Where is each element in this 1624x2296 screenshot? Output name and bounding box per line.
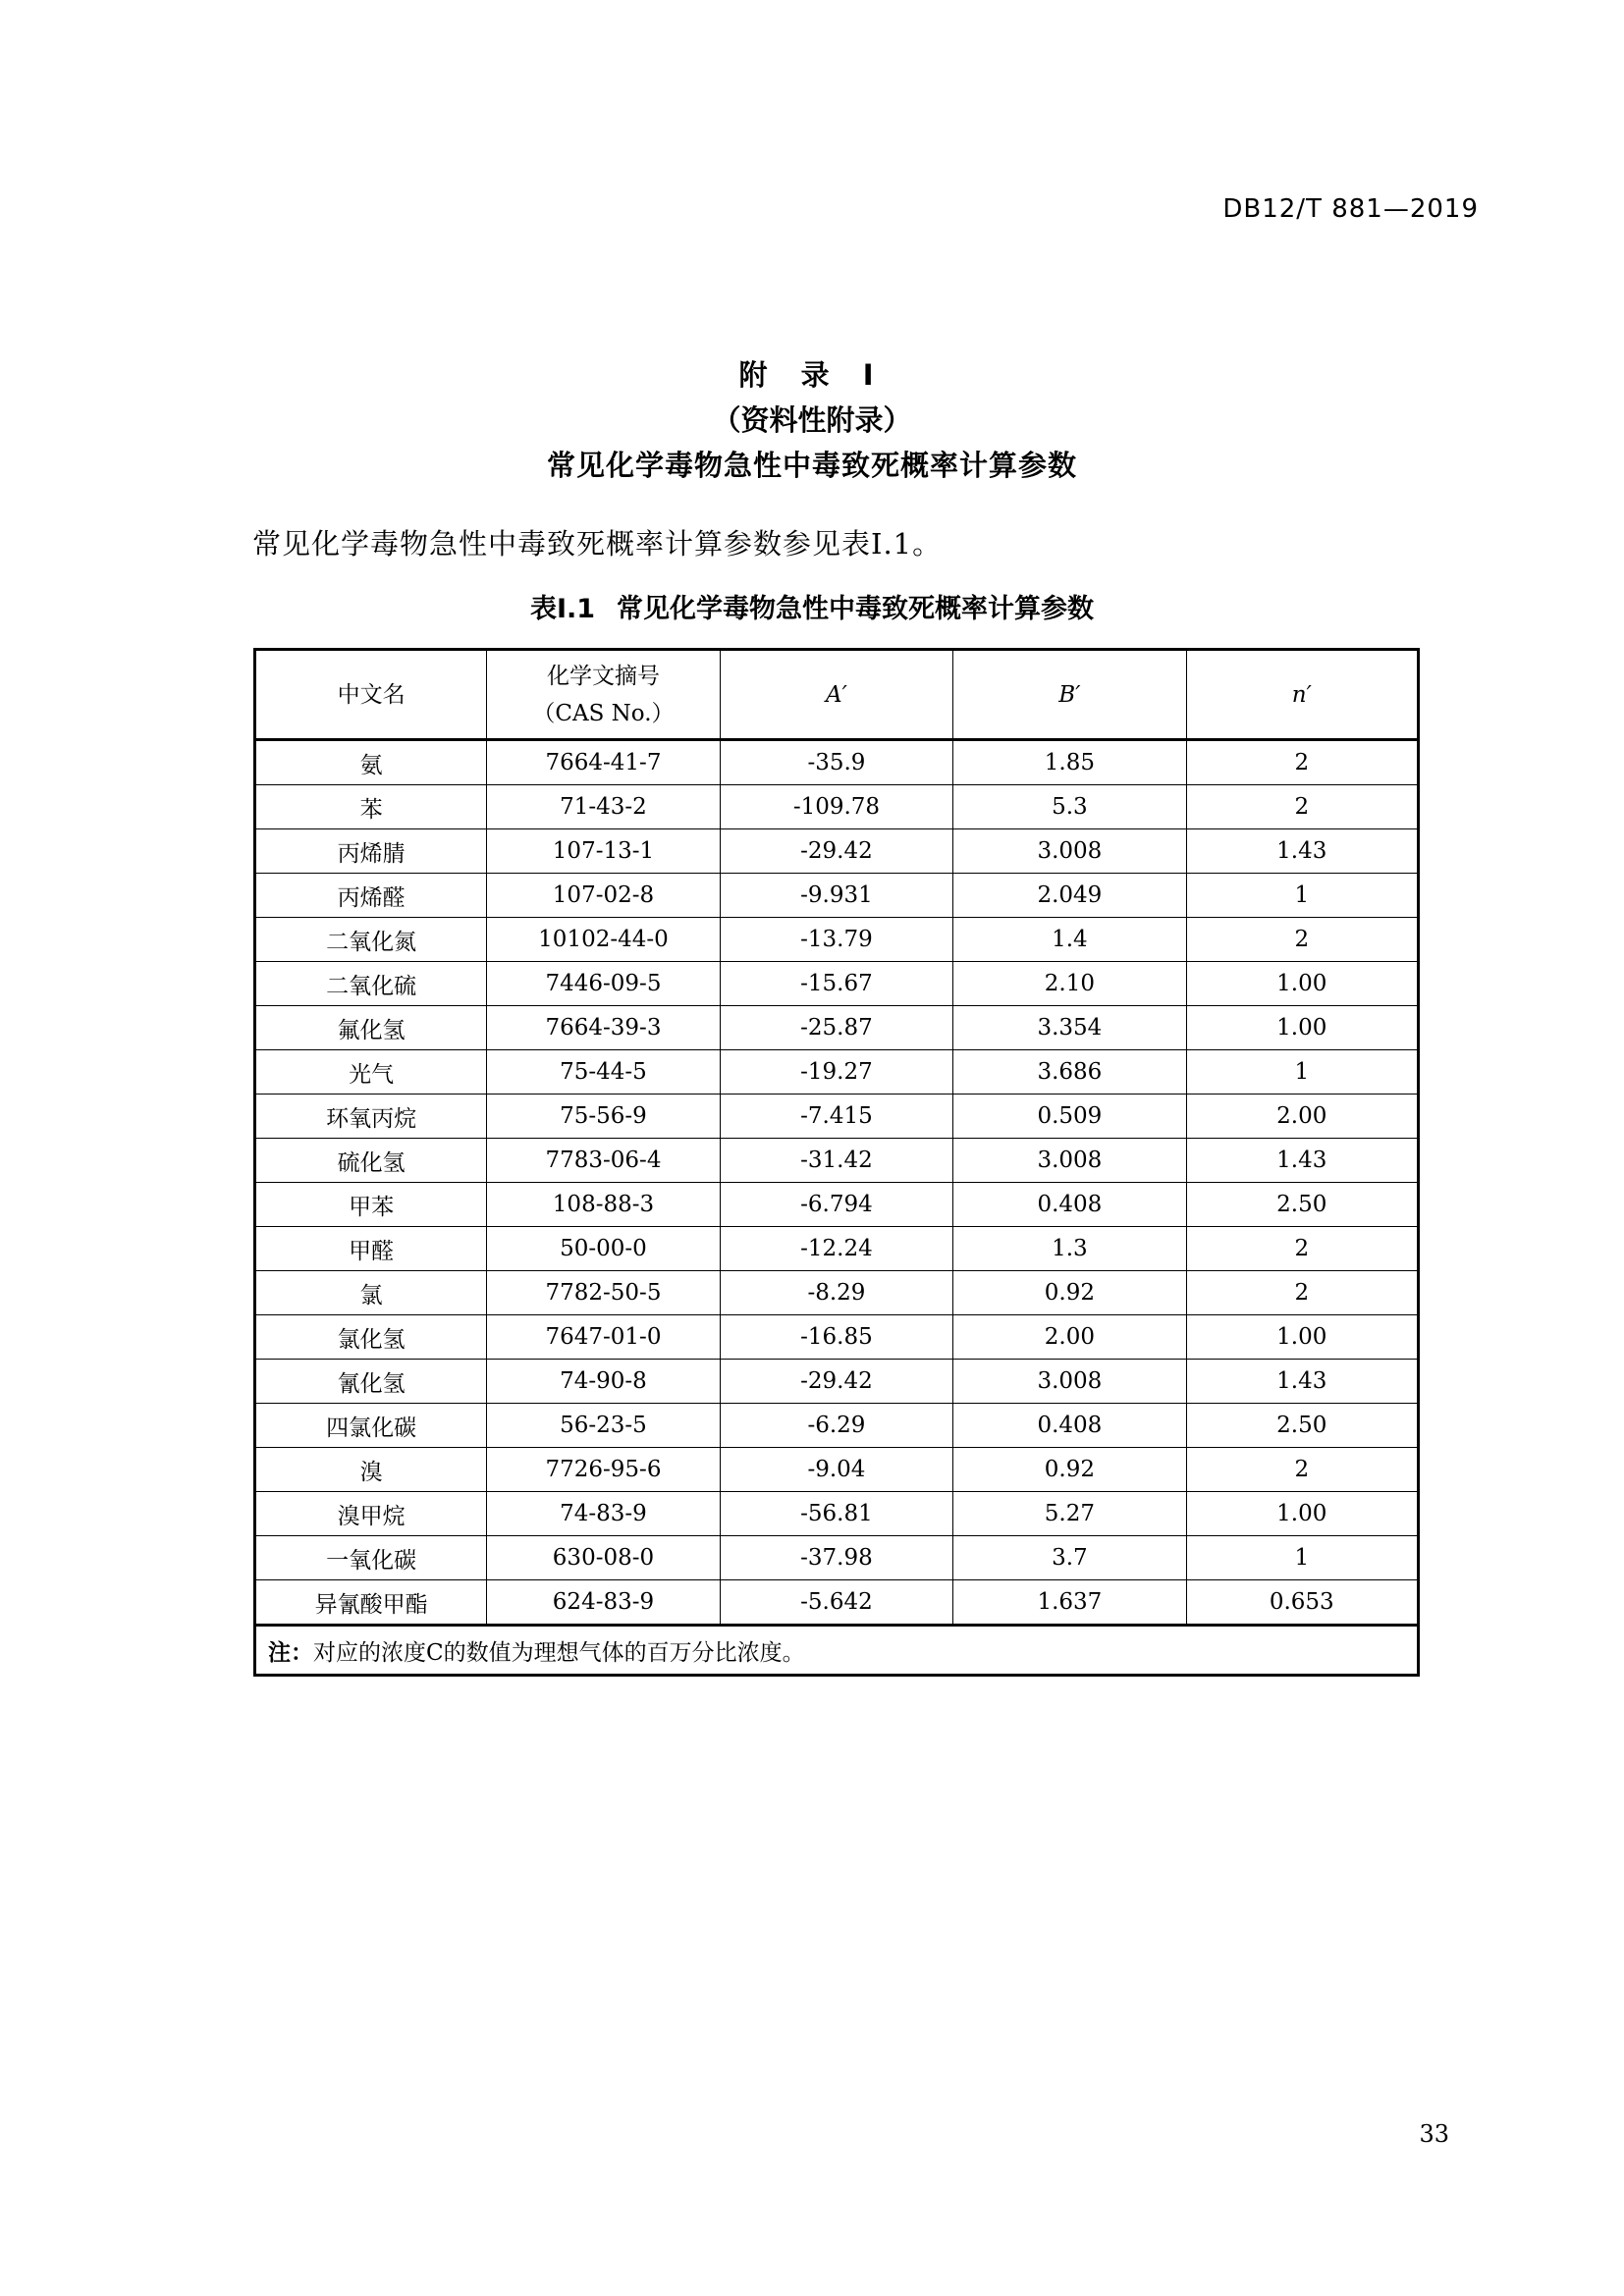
cell-a-value: -25.87 — [720, 1006, 952, 1050]
cell-a-value: -5.642 — [720, 1580, 952, 1626]
table-row — [255, 1271, 1419, 1315]
appendix-heading: 常见化学毒物急性中毒致死概率计算参数 — [546, 449, 1077, 482]
cell-cas-number: 75-56-9 — [487, 1095, 720, 1139]
cell-chemical-name: 硫化氢 — [255, 1139, 487, 1183]
toxicity-parameters-table — [253, 648, 1420, 1677]
cell-b-value: 3.7 — [953, 1536, 1186, 1580]
cell-b-value: 5.3 — [953, 785, 1186, 829]
cell-b-value: 3.008 — [953, 1360, 1186, 1404]
cell-cas-number: 7647-01-0 — [487, 1315, 720, 1360]
cell-n-value: 1.43 — [1186, 1139, 1418, 1183]
cell-chemical-name: 氨 — [255, 740, 487, 785]
cell-n-value: 2 — [1186, 740, 1418, 785]
cell-a-value: -29.42 — [720, 829, 952, 874]
cell-b-value: 3.354 — [953, 1006, 1186, 1050]
cell-n-value: 1.43 — [1186, 829, 1418, 874]
cell-chemical-name: 氟化氢 — [255, 1006, 487, 1050]
cell-a-value: -35.9 — [720, 740, 952, 785]
cell-a-value: -56.81 — [720, 1492, 952, 1536]
cell-cas-number: 10102-44-0 — [487, 918, 720, 962]
intro-paragraph: 常见化学毒物急性中毒致死概率计算参数参见表I.1。 — [252, 527, 943, 561]
cell-n-value: 1 — [1186, 1536, 1418, 1580]
cell-a-value: -9.04 — [720, 1448, 952, 1492]
cell-cas-number: 7664-39-3 — [487, 1006, 720, 1050]
cell-b-value: 1.3 — [953, 1227, 1186, 1271]
cell-cas-number: 56-23-5 — [487, 1404, 720, 1448]
cell-chemical-name: 四氯化碳 — [255, 1404, 487, 1448]
table-caption-number: 表I.1 — [529, 594, 596, 624]
cell-a-value: -6.794 — [720, 1183, 952, 1227]
column-header-n: n′ — [1186, 650, 1418, 740]
document-code: DB12/T 881—2019 — [1222, 194, 1479, 224]
cell-n-value: 1.00 — [1186, 1492, 1418, 1536]
cell-n-value: 1.43 — [1186, 1360, 1418, 1404]
cell-cas-number: 107-02-8 — [487, 874, 720, 918]
table-note-row — [255, 1626, 1419, 1676]
table-row — [255, 1315, 1419, 1360]
cell-cas-number: 108-88-3 — [487, 1183, 720, 1227]
cell-a-value: -29.42 — [720, 1360, 952, 1404]
cell-n-value: 1.00 — [1186, 1006, 1418, 1050]
cell-a-value: -15.67 — [720, 962, 952, 1006]
cell-b-value: 2.10 — [953, 962, 1186, 1006]
cell-n-value: 2 — [1186, 1448, 1418, 1492]
table-note — [255, 1626, 1419, 1676]
cell-cas-number: 107-13-1 — [487, 829, 720, 874]
cell-n-value: 2 — [1186, 1271, 1418, 1315]
cell-b-value: 1.85 — [953, 740, 1186, 785]
table-row — [255, 1183, 1419, 1227]
cell-n-value: 1.00 — [1186, 962, 1418, 1006]
cell-chemical-name: 异氰酸甲酯 — [255, 1580, 487, 1626]
cell-chemical-name: 丙烯醛 — [255, 874, 487, 918]
cell-chemical-name: 溴甲烷 — [255, 1492, 487, 1536]
page-number: 33 — [1419, 2120, 1449, 2148]
cell-n-value: 2 — [1186, 1227, 1418, 1271]
cell-chemical-name: 一氧化碳 — [255, 1536, 487, 1580]
column-header-cas-line1: 化学文摘号 — [546, 663, 660, 689]
table-note-text: 对应的浓度C的数值为理想气体的百万分比浓度。 — [313, 1639, 805, 1666]
table-row — [255, 740, 1419, 785]
table-row — [255, 1139, 1419, 1183]
cell-b-value: 3.686 — [953, 1050, 1186, 1095]
cell-a-value: -9.931 — [720, 874, 952, 918]
cell-cas-number: 630-08-0 — [487, 1536, 720, 1580]
cell-chemical-name: 氰化氢 — [255, 1360, 487, 1404]
cell-b-value: 2.00 — [953, 1315, 1186, 1360]
cell-chemical-name: 氯 — [255, 1271, 487, 1315]
cell-cas-number: 71-43-2 — [487, 785, 720, 829]
column-header-b: B′ — [953, 650, 1186, 740]
table-row — [255, 1050, 1419, 1095]
cell-a-value: -31.42 — [720, 1139, 952, 1183]
cell-chemical-name: 丙烯腈 — [255, 829, 487, 874]
cell-n-value: 1 — [1186, 874, 1418, 918]
cell-a-value: -37.98 — [720, 1536, 952, 1580]
table-row — [255, 1580, 1419, 1626]
cell-n-value: 2.00 — [1186, 1095, 1418, 1139]
cell-chemical-name: 溴 — [255, 1448, 487, 1492]
cell-cas-number: 74-83-9 — [487, 1492, 720, 1536]
cell-a-value: -19.27 — [720, 1050, 952, 1095]
table-row — [255, 1095, 1419, 1139]
cell-a-value: -7.415 — [720, 1095, 952, 1139]
cell-cas-number: 50-00-0 — [487, 1227, 720, 1271]
cell-b-value: 1.637 — [953, 1580, 1186, 1626]
cell-n-value: 2.50 — [1186, 1183, 1418, 1227]
cell-cas-number: 7782-50-5 — [487, 1271, 720, 1315]
cell-b-value: 0.92 — [953, 1271, 1186, 1315]
cell-n-value: 1 — [1186, 1050, 1418, 1095]
column-header-a: A′ — [720, 650, 952, 740]
appendix-subtitle: （资料性附录） — [712, 403, 912, 437]
table-row — [255, 1448, 1419, 1492]
cell-cas-number: 75-44-5 — [487, 1050, 720, 1095]
table-row — [255, 1404, 1419, 1448]
cell-b-value: 0.509 — [953, 1095, 1186, 1139]
cell-chemical-name: 甲苯 — [255, 1183, 487, 1227]
cell-chemical-name: 光气 — [255, 1050, 487, 1095]
cell-cas-number: 74-90-8 — [487, 1360, 720, 1404]
table-row — [255, 785, 1419, 829]
cell-chemical-name: 环氧丙烷 — [255, 1095, 487, 1139]
table-row — [255, 874, 1419, 918]
table-caption-title: 常见化学毒物急性中毒致死概率计算参数 — [617, 594, 1095, 624]
cell-n-value: 2 — [1186, 918, 1418, 962]
cell-b-value: 3.008 — [953, 1139, 1186, 1183]
table-note-label: 注： — [268, 1639, 313, 1666]
cell-a-value: -109.78 — [720, 785, 952, 829]
cell-cas-number: 7726-95-6 — [487, 1448, 720, 1492]
column-header-cas — [487, 650, 720, 740]
cell-a-value: -6.29 — [720, 1404, 952, 1448]
cell-b-value: 1.4 — [953, 918, 1186, 962]
table-row — [255, 1492, 1419, 1536]
cell-chemical-name: 氯化氢 — [255, 1315, 487, 1360]
cell-chemical-name: 甲醛 — [255, 1227, 487, 1271]
table-header-row — [255, 650, 1419, 740]
cell-cas-number: 7446-09-5 — [487, 962, 720, 1006]
cell-b-value: 2.049 — [953, 874, 1186, 918]
cell-chemical-name: 二氧化硫 — [255, 962, 487, 1006]
table-row — [255, 1227, 1419, 1271]
cell-b-value: 0.92 — [953, 1448, 1186, 1492]
cell-cas-number: 7783-06-4 — [487, 1139, 720, 1183]
table-row — [255, 1006, 1419, 1050]
cell-b-value: 0.408 — [953, 1183, 1186, 1227]
cell-b-value: 3.008 — [953, 829, 1186, 874]
cell-cas-number: 624-83-9 — [487, 1580, 720, 1626]
cell-b-value: 0.408 — [953, 1404, 1186, 1448]
column-header-name: 中文名 — [255, 650, 487, 740]
cell-n-value: 0.653 — [1186, 1580, 1418, 1626]
cell-n-value: 2.50 — [1186, 1404, 1418, 1448]
cell-a-value: -13.79 — [720, 918, 952, 962]
table-row — [255, 1360, 1419, 1404]
cell-n-value: 2 — [1186, 785, 1418, 829]
appendix-title: 附 录 I — [738, 358, 886, 392]
table-row — [255, 962, 1419, 1006]
table-body — [255, 740, 1419, 1626]
cell-n-value: 1.00 — [1186, 1315, 1418, 1360]
cell-a-value: -16.85 — [720, 1315, 952, 1360]
cell-chemical-name: 二氧化氮 — [255, 918, 487, 962]
column-header-cas-line2: （CAS No.） — [532, 700, 675, 726]
cell-a-value: -12.24 — [720, 1227, 952, 1271]
cell-b-value: 5.27 — [953, 1492, 1186, 1536]
table-row — [255, 1536, 1419, 1580]
cell-cas-number: 7664-41-7 — [487, 740, 720, 785]
cell-a-value: -8.29 — [720, 1271, 952, 1315]
table-row — [255, 918, 1419, 962]
table-caption — [0, 587, 1624, 625]
cell-chemical-name: 苯 — [255, 785, 487, 829]
table-row — [255, 829, 1419, 874]
